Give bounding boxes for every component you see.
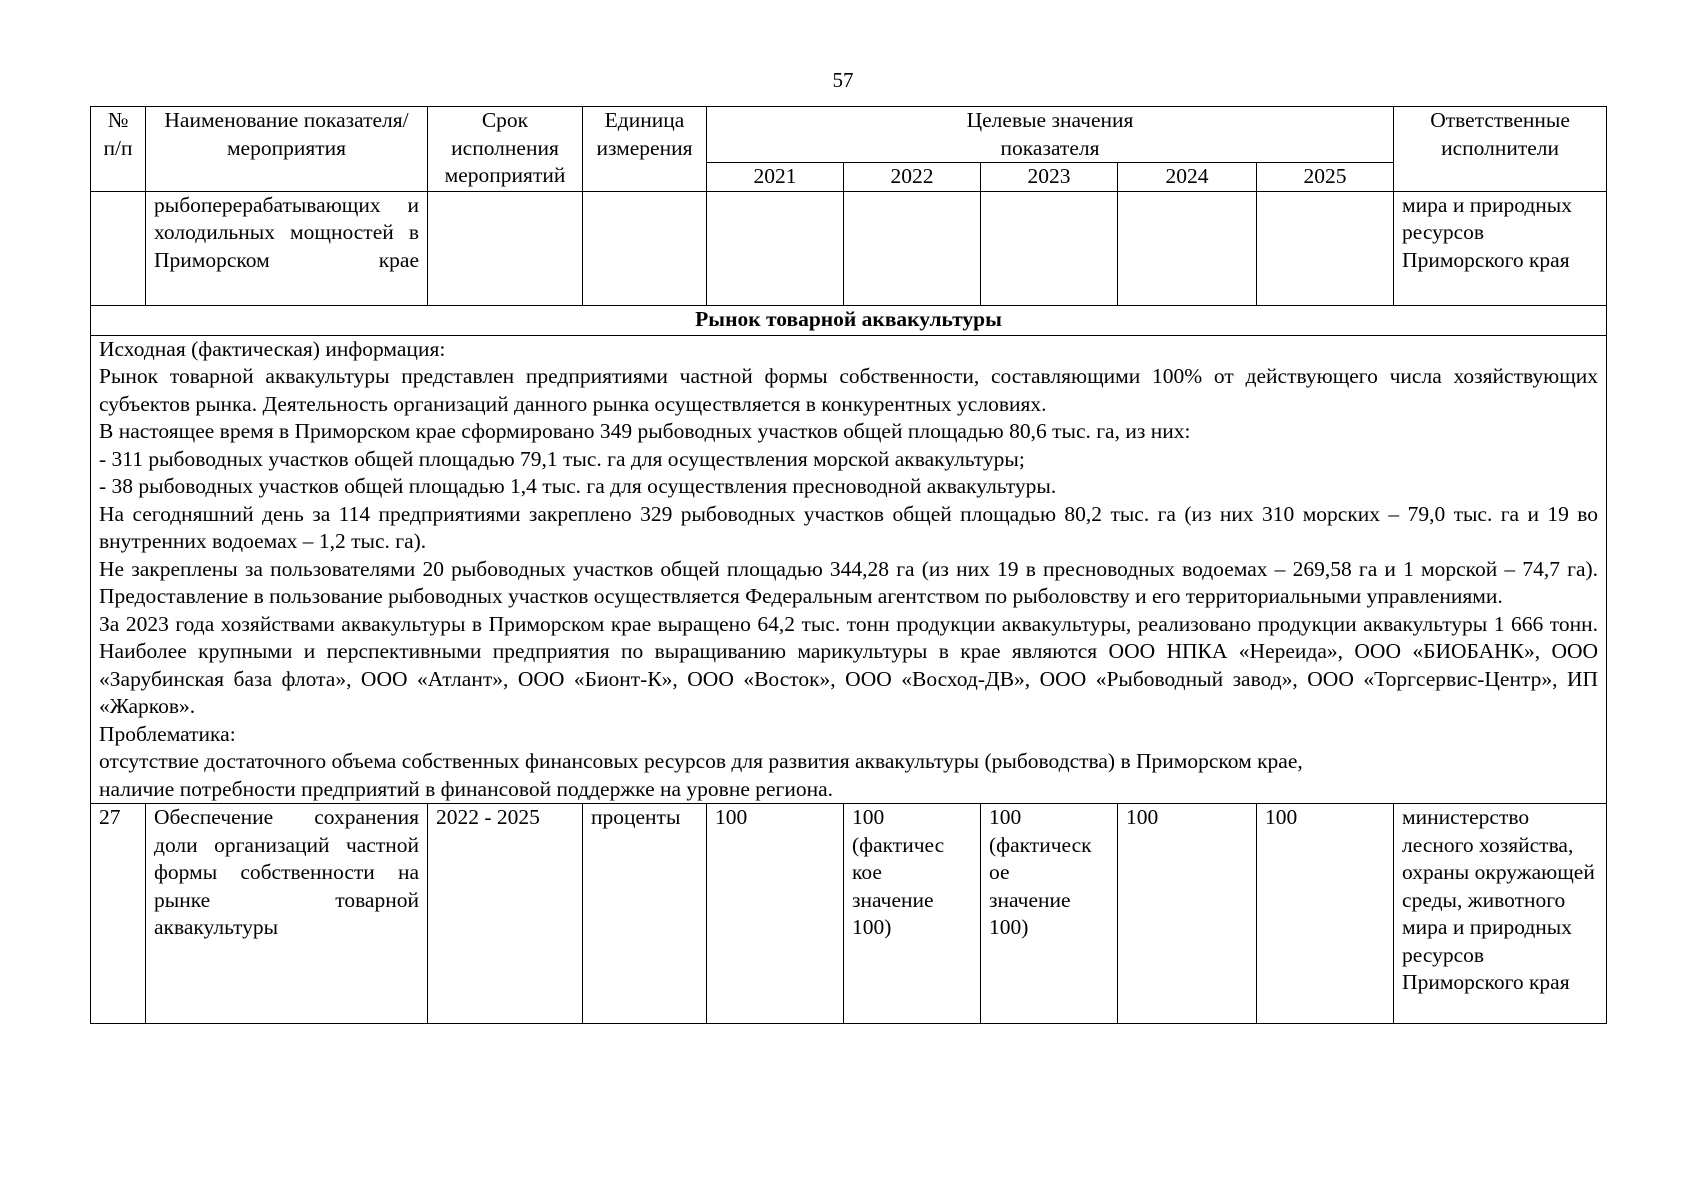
row27-2022-line: значение xyxy=(852,887,934,912)
header-row xyxy=(91,107,1607,163)
row27-2023 xyxy=(981,804,1118,1024)
cont-2021-cell xyxy=(707,191,844,305)
header-unit: Единица измерения xyxy=(583,107,707,192)
info-paragraph: - 311 рыбоводных участков общей площадью 79,1 тыс. га для осуществления морской аквакультуры; xyxy=(99,446,1025,471)
section-title: Рынок товарной аквакультуры xyxy=(91,305,1607,335)
info-paragraph: Не закреплены за пользователями 20 рыбоводных участков общей площадью 344,28 га (из них 19 в пресноводных водоемах – 269,58 га и 1 морской – 74,7 га). Предоставление в пользование рыбоводных участков осуществляется Федеральным агентством по рыболовству и его территориальными управлениями. xyxy=(99,556,1599,608)
info-paragraph: Проблематика: xyxy=(99,721,236,746)
info-paragraph: На сегодняшний день за 114 предприятиями закреплено 329 рыбоводных участков общей площадью 80,2 тыс. га (из них 310 морских – 79,0 тыс. га и 19 во внутренних водоемах – 1,2 тыс. га). xyxy=(99,501,1599,553)
row27-responsible: министерство лесного хозяйства, охраны окружающей среды, животного мира и природных ресурсов Приморского края xyxy=(1394,804,1607,1024)
info-paragraph: За 2023 года хозяйствами аквакультуры в Приморском крае выращено 64,2 тыс. тонн продукции аквакультуры, реализовано продукции аквакультуры 1 666 тонн. Наиболее крупными и перспективными предприятия по выращиванию марикультуры в крае являются ООО НПКА «Нереида», ООО «БИОБАНК», ООО «Зарубинская база флота», ООО «Атлант», ООО «Бионт-К», ООО «Восток», ООО «Восход-ДВ», ООО «Рыбоводный завод», ООО «Торгсервис-Центр», ИП «Жарков». xyxy=(99,611,1599,718)
info-cell xyxy=(91,335,1607,804)
row27-2023-line: 100 xyxy=(989,805,1022,829)
info-row xyxy=(91,335,1607,804)
page-number: 57 xyxy=(832,68,854,92)
row27-2025: 100 xyxy=(1257,804,1394,1024)
row27-2022-line: (фактичес xyxy=(852,832,945,857)
row27-2023-line: ое xyxy=(989,860,1010,884)
section-row xyxy=(91,305,1607,335)
info-paragraph: - 38 рыбоводных участков общей площадью 1,4 тыс. га для осуществления пресноводной аквакультуры. xyxy=(99,474,1057,498)
row27-name: Обеспечение сохранения доли организаций частной формы собственности на рынке товарной аквакультуры xyxy=(146,804,428,1024)
row27-2022-line: кое xyxy=(852,860,882,884)
header-target-text: Целевые значения показателя xyxy=(966,108,1134,160)
cont-responsible-cell: мира и природных ресурсов Приморского края xyxy=(1394,191,1607,305)
cont-2022-cell xyxy=(844,191,981,305)
cont-num-cell xyxy=(91,191,146,305)
row27-2022-lines xyxy=(852,804,972,942)
info-paragraph: Рынок товарной аквакультуры представлен предприятиями частной формы собственности, составляющими 100% от действующего числа хозяйствующих субъектов рынка. Деятельность организаций данного рынка осуществляется в конкурентных условиях. xyxy=(99,364,1599,416)
header-num: № п/п xyxy=(91,107,146,192)
year-2023: 2023 xyxy=(981,163,1118,192)
cont-2025-cell xyxy=(1257,191,1394,305)
indicators-table xyxy=(90,106,1607,1024)
row27-term: 2022 - 2025 xyxy=(428,804,583,1024)
header-target-values xyxy=(707,107,1394,163)
cont-term-cell xyxy=(428,191,583,305)
table-row-27 xyxy=(91,804,1607,1024)
header-responsible: Ответственные исполнители xyxy=(1394,107,1607,192)
row27-num: 27 xyxy=(91,804,146,1024)
year-2022: 2022 xyxy=(844,163,981,192)
year-2025: 2025 xyxy=(1257,163,1394,192)
cont-name-cell: рыбоперерабатывающих и холодильных мощностей в Приморском крае xyxy=(146,191,428,305)
year-2024: 2024 xyxy=(1118,163,1257,192)
header-name: Наименование показателя/мероприятия xyxy=(146,107,428,192)
row27-2021: 100 xyxy=(707,804,844,1024)
row27-2022-line: 100) xyxy=(852,915,892,939)
continuation-row xyxy=(91,191,1607,305)
row27-2022 xyxy=(844,804,981,1024)
info-paragraph: отсутствие достаточного объема собственных финансовых ресурсов для развития аквакультуры (рыбоводства) в Приморском крае, xyxy=(99,749,1303,773)
info-paragraph: наличие потребности предприятий в финансовой поддержке на уровне региона. xyxy=(99,776,834,801)
row27-unit: проценты xyxy=(583,804,707,1024)
row27-2022-line: 100 xyxy=(852,805,885,829)
row27-2023-line: 100) xyxy=(989,915,1029,939)
cont-2024-cell xyxy=(1118,191,1257,305)
cont-2023-cell xyxy=(981,191,1118,305)
row27-2023-line: (фактическ xyxy=(989,832,1092,857)
year-2021: 2021 xyxy=(707,163,844,192)
info-paragraph: Исходная (фактическая) информация: xyxy=(99,336,446,361)
cont-unit-cell xyxy=(583,191,707,305)
info-paragraph: В настоящее время в Приморском крае сформировано 349 рыбоводных участков общей площадью 80,6 тыс. га, из них: xyxy=(99,419,1191,443)
row27-2023-lines xyxy=(989,804,1109,942)
row27-2024: 100 xyxy=(1118,804,1257,1024)
row27-2023-line: значение xyxy=(989,887,1071,912)
header-term: Срок исполнения мероприятий xyxy=(428,107,583,192)
